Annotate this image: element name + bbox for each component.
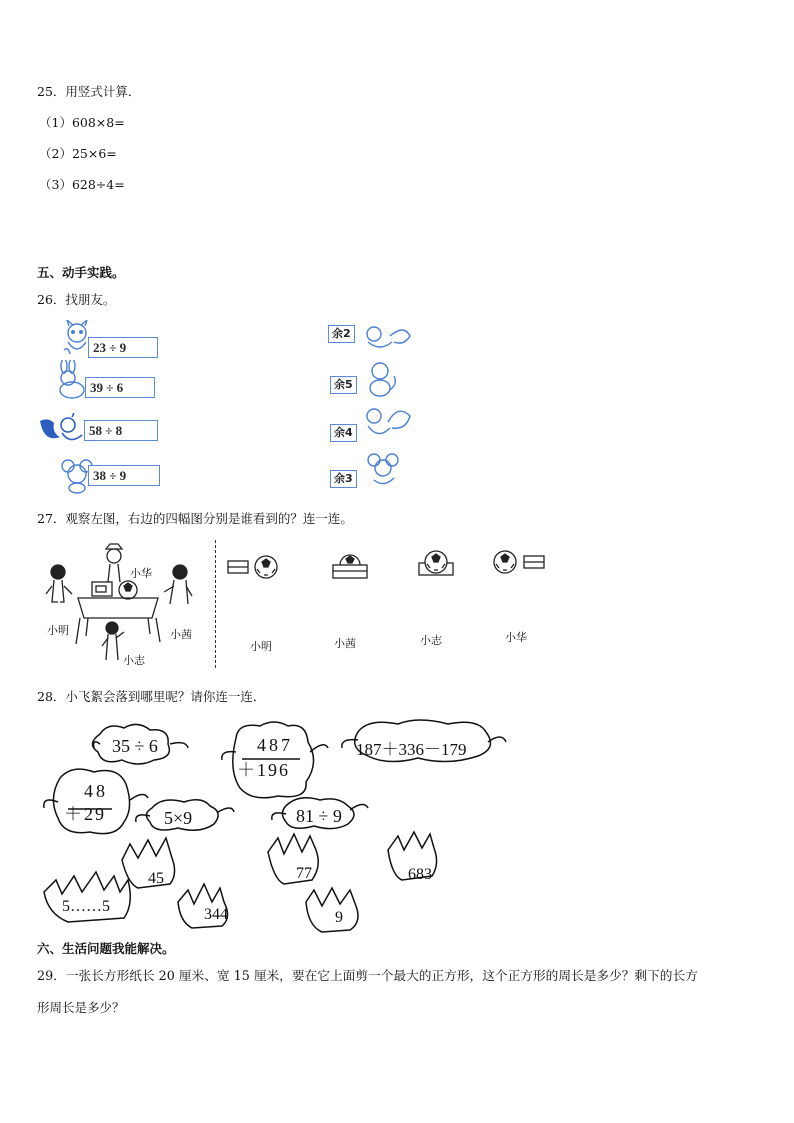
scene-label-xiaoming: 小明 [47, 624, 69, 637]
q25-item-2: （2）25×6= [39, 146, 117, 161]
squirrel-icon [38, 413, 86, 447]
section-6-title: 六、生活问题我能解决。 [37, 941, 175, 956]
q27-title: 27．观察左图，右边的四幅图分别是谁看到的？连一连。 [37, 511, 353, 526]
q27-divider [215, 540, 216, 668]
grass-683[interactable]: 683 [408, 866, 432, 883]
cloud-48[interactable]: 48 [84, 781, 108, 801]
view-label-2: 小茜 [334, 637, 356, 650]
squirrel-icon [360, 404, 412, 442]
view-1[interactable] [226, 553, 282, 581]
q29-line-2: 形周长是多少？ [37, 1000, 125, 1015]
q25-item-1: （1）608×8= [39, 115, 125, 130]
cloud-187-plus-336-minus-179[interactable]: 187＋336－179 [356, 740, 467, 759]
view-label-3: 小志 [420, 634, 442, 647]
q25-title: 25．用竖式计算． [37, 84, 141, 99]
monkey-icon [360, 360, 400, 400]
grass-5-rem-5[interactable]: 5……5 [62, 898, 110, 915]
grass-45[interactable]: 45 [148, 870, 164, 887]
grass-9[interactable]: 9 [335, 909, 343, 926]
mouse-icon [362, 450, 402, 490]
q26-left-card-4[interactable]: 38 ÷ 9 [88, 465, 160, 486]
q25-item-3: （3）628÷4= [39, 177, 125, 192]
q26-right-card-1[interactable]: 余2 [328, 325, 355, 343]
view-label-1: 小明 [250, 640, 272, 653]
grass-344[interactable]: 344 [204, 906, 228, 923]
q26-left-card-2[interactable]: 39 ÷ 6 [85, 377, 155, 398]
section-5-title: 五、动手实践。 [37, 265, 125, 280]
q26-left-card-3[interactable]: 58 ÷ 8 [84, 420, 158, 441]
q26-title: 26．找朋友。 [37, 292, 116, 307]
view-4[interactable] [492, 548, 548, 576]
cloud-81-div-9[interactable]: 81 ÷ 9 [296, 806, 342, 826]
grass-77[interactable]: 77 [296, 865, 312, 882]
view-3[interactable] [416, 549, 456, 579]
scene-label-xiaohua: 小华 [130, 567, 152, 580]
cloud-35-div-6[interactable]: 35 ÷ 6 [112, 736, 158, 756]
q28-title: 28．小飞絮会落到哪里呢？请你连一连． [37, 689, 266, 704]
view-label-4: 小华 [505, 631, 527, 644]
q29-line-1: 29．一张长方形纸长 20 厘米、宽 15 厘米，要在它上面剪一个最大的正方形，这个正方形的周长是多少？剩下的长方 [37, 968, 698, 983]
cloud-plus-196[interactable]: ＋196 [237, 760, 290, 780]
squirrel-icon [360, 322, 412, 352]
q26-right-card-4[interactable]: 余3 [330, 470, 357, 488]
q26-right-card-3[interactable]: 余4 [330, 424, 357, 442]
cloud-plus-29[interactable]: ＋29 [64, 804, 106, 824]
scene-label-xiaoqian: 小茜 [170, 628, 192, 641]
cloud-5-times-9[interactable]: 5×9 [164, 808, 193, 828]
cloud-487[interactable]: 487 [257, 735, 293, 755]
q26-right-card-2[interactable]: 余5 [330, 376, 357, 394]
view-2[interactable] [330, 551, 370, 581]
scene-label-xiaozhi: 小志 [123, 654, 145, 667]
q26-left-card-1[interactable]: 23 ÷ 9 [88, 337, 158, 358]
